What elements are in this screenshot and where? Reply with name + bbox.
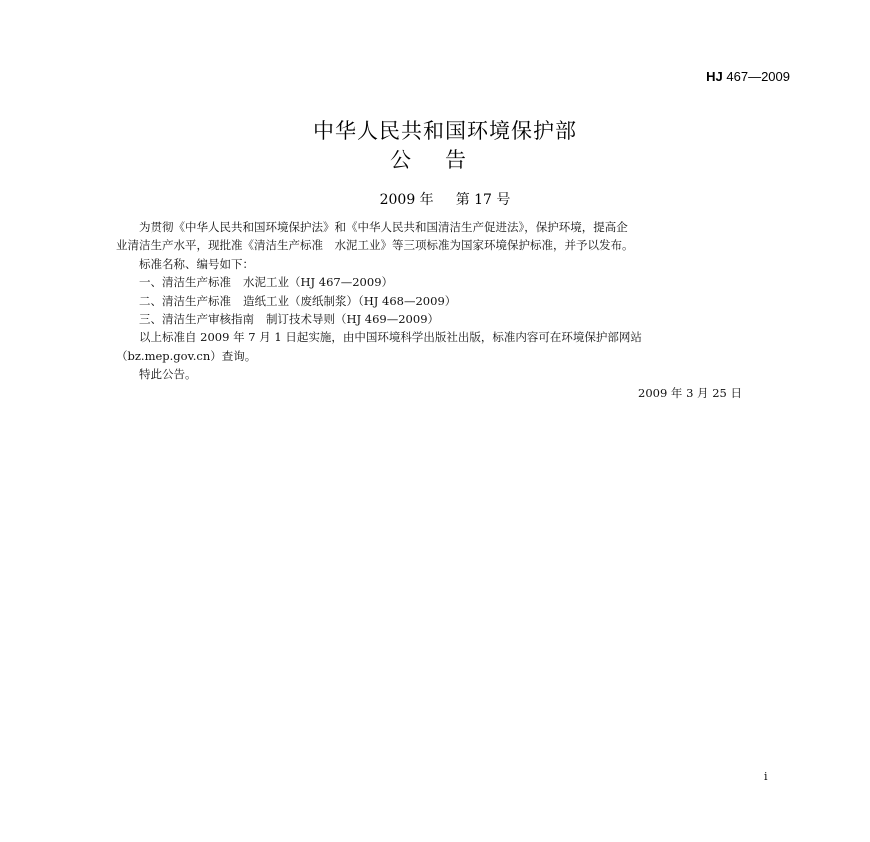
effective-paragraph-line-2: （bz.mep.gov.cn）查询。	[116, 348, 257, 363]
intro-paragraph-line-1: 为贯彻《中华人民共和国环境保护法》和《中华人民共和国清洁生产促进法》，保护环境，提高企	[139, 220, 628, 234]
list-item	[116, 292, 790, 310]
issue-number	[0, 189, 870, 209]
effective-paragraph-line-1: 以上标准自 2009 年 7 月 1 日起实施，由中国环境科学出版社出版，标准内容可在环境保护部网站	[139, 330, 642, 345]
list-item-name: 造纸工业（废纸制浆）（HJ 468—2009）	[243, 293, 457, 308]
list-item-prefix: 二、清洁生产标准	[139, 293, 231, 308]
list-item-prefix: 三、清洁生产审核指南	[139, 312, 254, 327]
organization-title: 中华人民共和国环境保护部	[313, 119, 577, 143]
issue-year: 2009 年	[379, 192, 434, 208]
document-type-title	[0, 144, 870, 174]
list-item	[116, 310, 790, 328]
standard-code-prefix: HJ	[706, 69, 723, 84]
list-item	[116, 273, 790, 291]
intro-paragraph-line-2: 业清洁生产水平，现批准《清洁生产标准 水泥工业》等三项标准为国家环境保护标准，并予以发布。	[116, 238, 634, 253]
list-item-name: 水泥工业（HJ 467—2009）	[243, 275, 394, 290]
page-number: i	[764, 770, 768, 783]
announcement-body	[116, 218, 790, 384]
closing-line: 特此公告。	[139, 367, 197, 382]
issue-sequence: 第 17 号	[455, 192, 511, 208]
list-item-prefix: 一、清洁生产标准	[139, 275, 231, 290]
signing-date: 2009 年 3 月 25 日	[638, 386, 742, 400]
list-intro: 标准名称、编号如下：	[139, 256, 254, 271]
standard-code	[706, 69, 790, 84]
document-type-text: 公告	[390, 148, 500, 172]
list-item-name: 制订技术导则（HJ 469—2009）	[266, 312, 440, 327]
standard-code-number: 467—2009	[726, 69, 790, 84]
